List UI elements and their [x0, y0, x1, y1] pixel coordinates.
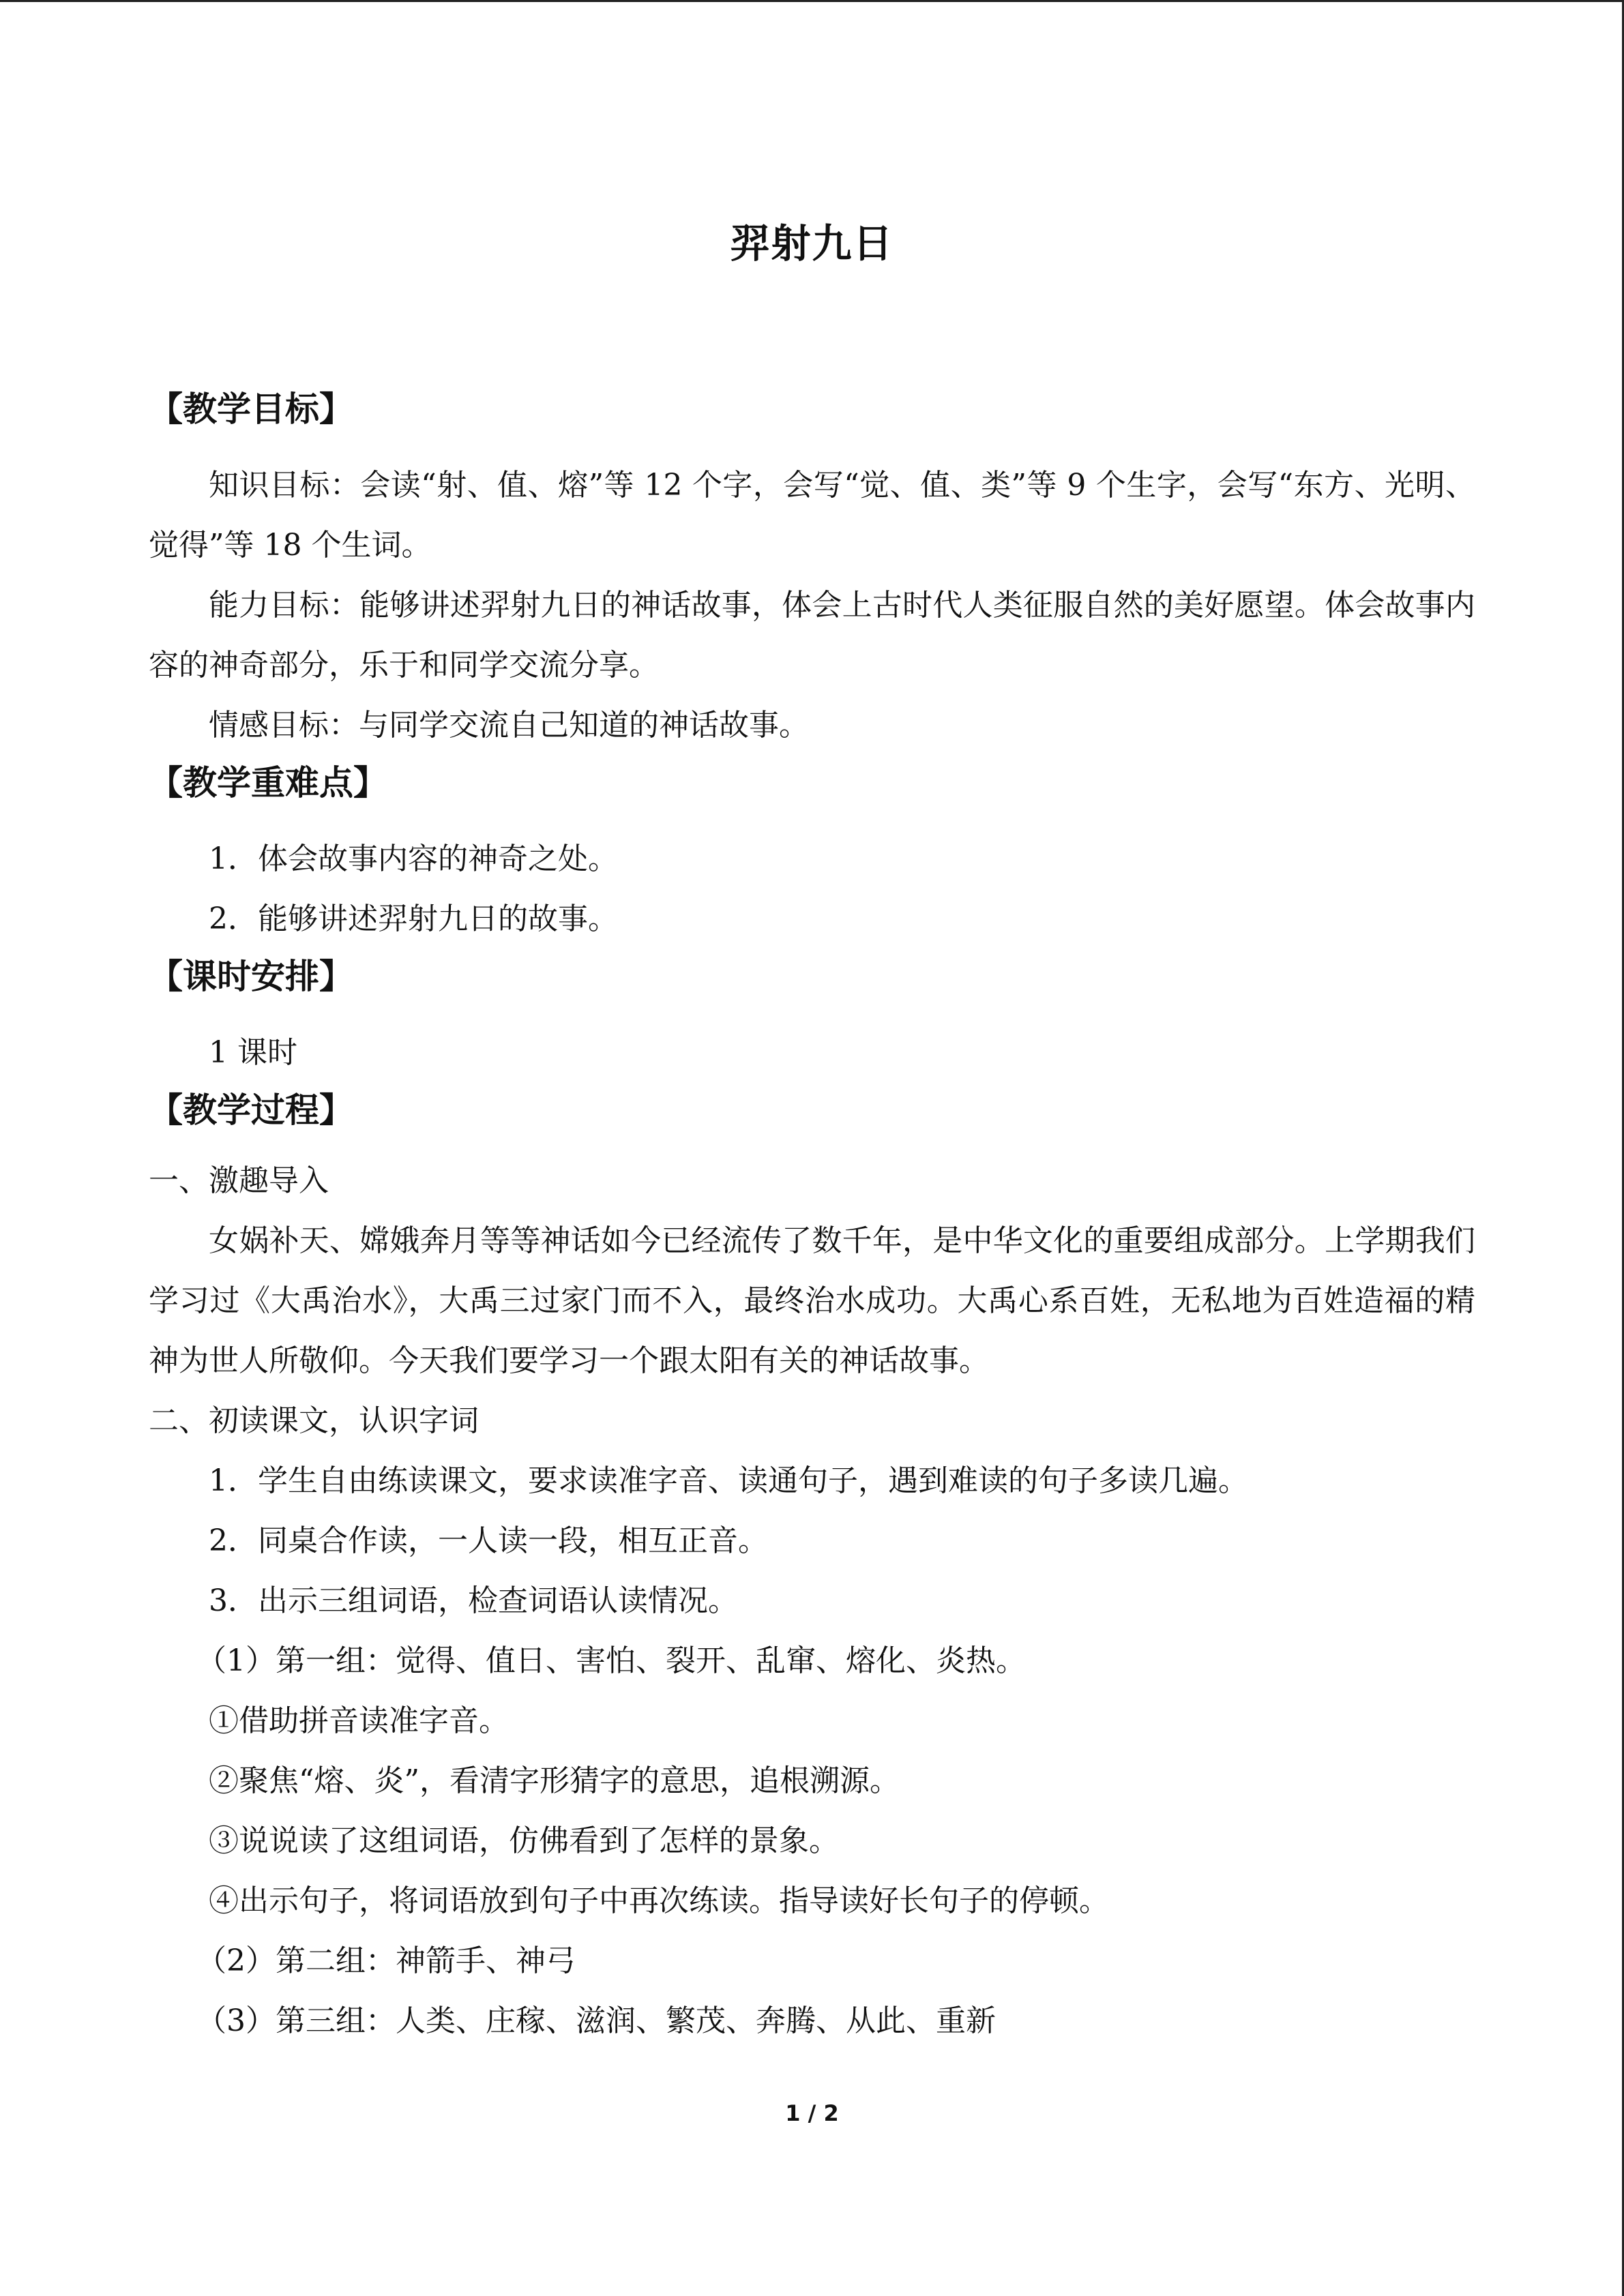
group1-step: ③说说读了这组词语，仿佛看到了怎样的景象。 — [209, 1823, 839, 1858]
ability-goal: 能力目标：能够讲述羿射九日的神话故事，体会上古时代人类征服自然的美好愿望。体会故事内容的神奇部分，乐于和同学交流分享。 — [149, 588, 1475, 683]
document-title: 羿射九日 — [730, 220, 894, 267]
page-number: 1 / 2 — [785, 2100, 839, 2126]
word-group-1: （1）第一组：觉得、值日、害怕、裂开、乱窜、熔化、炎热。 — [196, 1643, 1026, 1678]
heading-key-points: 【教学重难点】 — [149, 763, 387, 803]
word-group-3: （3）第三组：人类、庄稼、滋润、繁茂、奔腾、从此、重新 — [196, 2003, 996, 2038]
heading-schedule: 【课时安排】 — [149, 957, 353, 996]
process-step: 2．同桌合作读，一人读一段，相互正音。 — [209, 1523, 768, 1558]
document-body — [149, 382, 1475, 2051]
process-step: 3．出示三组词语，检查词语认读情况。 — [209, 1583, 738, 1618]
emotion-goal: 情感目标：与同学交流自己知道的神话故事。 — [209, 708, 809, 743]
heading-teaching-process: 【教学过程】 — [149, 1090, 353, 1130]
group1-step: ②聚焦“熔、炎”，看清字形猜字的意思，追根溯源。 — [209, 1763, 900, 1798]
top-border — [0, 0, 1624, 2]
heading-teaching-goals: 【教学目标】 — [149, 389, 353, 429]
group1-step: ④出示句子，将词语放到句子中再次练读。指导读好长句子的停顿。 — [209, 1883, 1109, 1918]
word-group-2: （2）第二组：神箭手、神弓 — [196, 1943, 576, 1978]
schedule-text: 1 课时 — [209, 1035, 297, 1070]
process-step: 1．学生自由练读课文，要求读准字音、读通句子，遇到难读的句子多读几遍。 — [209, 1463, 1248, 1498]
process-part1-text: 女娲补天、嫦娥奔月等等神话如今已经流传了数千年，是中华文化的重要组成部分。上学期我们学习过《大禹治水》，大禹三过家门而不入，最终治水成功。大禹心系百姓，无私地为百姓造福的精神为世人所敬仰。今天我们要学习一个跟太阳有关的神话故事。 — [149, 1223, 1475, 1378]
knowledge-goal: 知识目标：会读“射、值、熔”等 12 个字，会写“觉、值、类”等 9 个生字，会写“东方、光明、觉得”等 18 个生词。 — [149, 468, 1475, 563]
group1-step: ①借助拼音读准字音。 — [209, 1703, 509, 1738]
key-point-item: 2．能够讲述羿射九日的故事。 — [209, 901, 618, 936]
process-part2-title: 二、初读课文，认识字词 — [149, 1403, 479, 1438]
process-part1-title: 一、激趣导入 — [149, 1163, 329, 1198]
key-point-item: 1．体会故事内容的神奇之处。 — [209, 841, 618, 876]
